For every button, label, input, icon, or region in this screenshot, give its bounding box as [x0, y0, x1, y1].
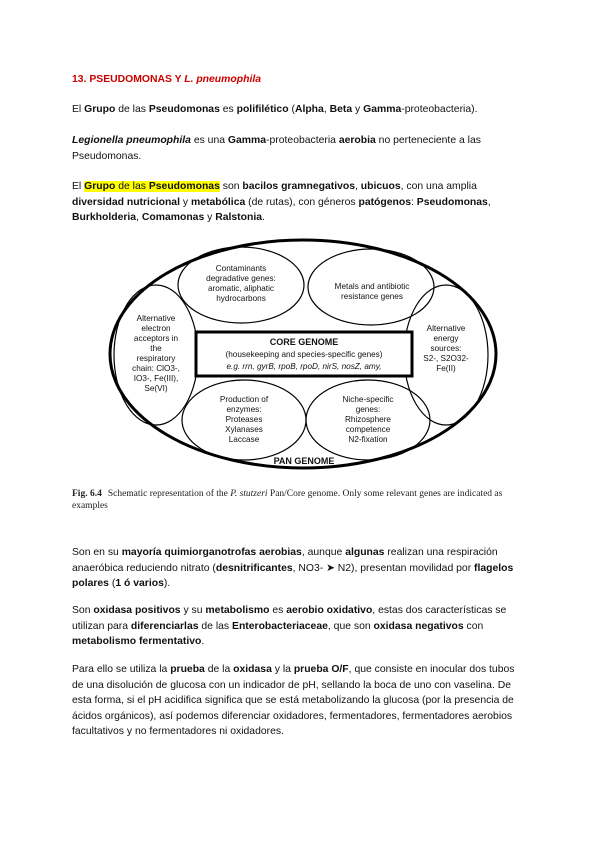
electron-line: Se(VI): [144, 384, 168, 393]
metals-line: resistance genes: [341, 292, 403, 301]
core-genome-title: CORE GENOME: [269, 337, 339, 347]
enzymes-line: Laccase: [228, 435, 260, 444]
niche-line: N2-fixation: [348, 435, 388, 444]
electron-line: electron: [141, 324, 171, 333]
figure-number: Fig. 6.4: [72, 489, 102, 499]
paragraph-2: Legionella pneumophila es una Gamma-proteobacteria aerobia no perteneciente a las Pseudomonas.: [72, 135, 481, 162]
energy-line: Fe(II): [436, 364, 456, 373]
niche-line: Niche-specific: [342, 395, 394, 404]
core-genome-line2: (housekeeping and species-specific genes): [225, 350, 383, 359]
enzymes-line: Production of: [219, 395, 269, 404]
figure-caption: Fig. 6.4 Schematic representation of the P. stutzeri Pan/Core genome. Only some relevant genes are indicated as examples: [72, 489, 503, 511]
enzymes-line: Xylanases: [225, 425, 263, 434]
paragraph-5: Son oxidasa positivos y su metabolismo es aerobio oxidativo, estas dos características se utilizan para diferenciarlas de las Enterobacteriaceae, que son oxidasa negativos con metabolismo fermentativo.: [72, 605, 507, 647]
paragraph-3: El Grupo de las Pseudomonas son bacilos gramnegativos, ubicuos, con una amplia diversidad nutricional y metabólica (de rutas), con géneros patógenos: Pseudomonas, Burkholderia, Comamonas y Ralstonia.: [72, 181, 491, 223]
title-italic: L. pneumophila: [184, 74, 261, 85]
enzymes-line: enzymes:: [226, 405, 262, 414]
contaminants-line: aromatic, aliphatic: [208, 284, 274, 293]
energy-line: Alternative: [426, 324, 466, 333]
pan-core-genome-diagram: [106, 235, 501, 473]
electron-line: the: [150, 344, 162, 353]
contaminants-line: hydrocarbons: [216, 294, 266, 303]
section-title: [72, 72, 528, 88]
pan-genome-label: PAN GENOME: [273, 456, 335, 466]
enzymes-line: Proteases: [225, 415, 263, 424]
contaminants-line: Contaminants: [215, 264, 267, 273]
electron-line: acceptors in: [133, 334, 179, 343]
contaminants-line: degradative genes:: [206, 274, 276, 283]
paragraph-4: Son en su mayoría quimiorganotrofas aerobias, aunque algunas realizan una respiración anaeróbica reduciendo nitrato (desnitrificantes, NO3- ➤ N2), presentan movilidad por flagelos polares (1 ó varios).: [72, 547, 514, 589]
niche-line: Rhizosphere: [345, 415, 391, 424]
energy-line: S2-, S2O32-: [423, 354, 469, 363]
paragraph-1: El Grupo de las Pseudomonas es polifilético (Alpha, Beta y Gamma-proteobacteria).: [72, 104, 478, 115]
energy-line: sources:: [430, 344, 462, 353]
electron-line: Alternative: [136, 314, 176, 323]
electron-line: chain: ClO3-,: [132, 364, 180, 373]
core-genome-line3: e.g. rrn, gyrB, rpoB, rpoD, nirS, nosZ, amy,: [226, 362, 382, 371]
electron-line: respiratory: [136, 354, 176, 363]
energy-line: energy: [433, 334, 459, 343]
niche-line: competence: [345, 425, 391, 434]
title-prefix: 13. PSEUDOMONAS Y: [72, 74, 185, 85]
niche-line: genes:: [355, 405, 381, 414]
paragraph-6: Para ello se utiliza la prueba de la oxidasa y la prueba O/F, que consiste en inocular dos tubos de una disolución de glucosa con un indicador de pH, sellando la boca de uno con vaselina. De esta forma, si el pH acidifica significa que se está metabolizando la glucosa (por la presencia de ácidos orgánicos), así podemos diferenciar oxidadores, fermentadores, fermentadores aerobios facultativos y no fermentadores ni oxidadores.: [72, 664, 515, 737]
electron-line: IO3-, Fe(III),: [133, 374, 179, 383]
metals-line: Metals and antibiotic: [334, 282, 410, 291]
